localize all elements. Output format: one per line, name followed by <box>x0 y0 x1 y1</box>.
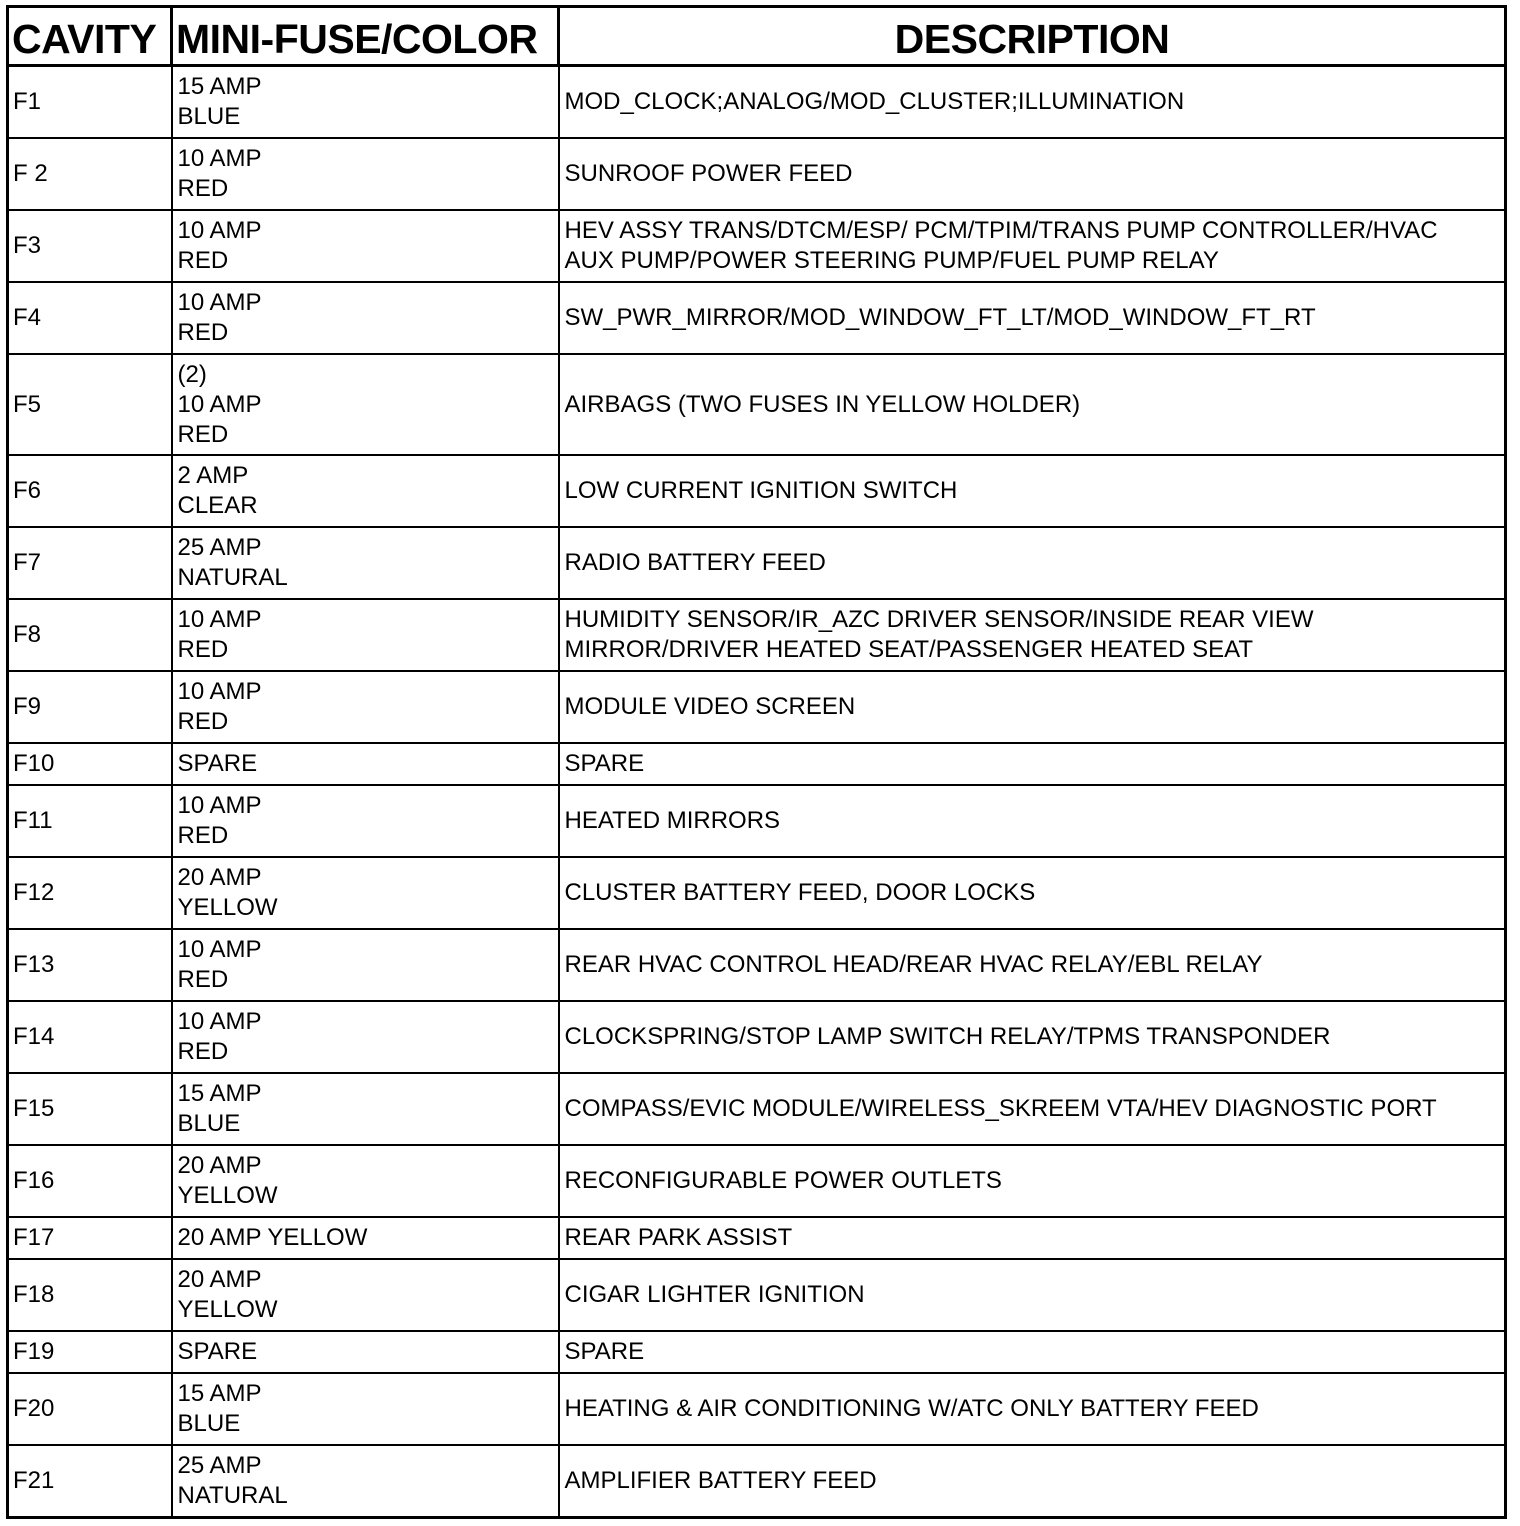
description-cell: CLUSTER BATTERY FEED, DOOR LOCKS <box>559 857 1506 929</box>
cavity-cell: F1 <box>8 66 172 139</box>
table-row <box>8 1145 1506 1217</box>
table-row <box>8 138 1506 210</box>
table-body <box>8 66 1506 1518</box>
description-cell: RECONFIGURABLE POWER OUTLETS <box>559 1145 1506 1217</box>
description-cell: REAR HVAC CONTROL HEAD/REAR HVAC RELAY/EBL RELAY <box>559 929 1506 1001</box>
table-row <box>8 527 1506 599</box>
description-cell: SW_PWR_MIRROR/MOD_WINDOW_FT_LT/MOD_WINDOW_FT_RT <box>559 282 1506 354</box>
table-row <box>8 929 1506 1001</box>
description-cell: HEV ASSY TRANS/DTCM/ESP/ PCM/TPIM/TRANS PUMP CONTROLLER/HVAC AUX PUMP/POWER STEERING PUMP/FUEL PUMP RELAY <box>559 210 1506 282</box>
table-row <box>8 1373 1506 1445</box>
table-header <box>8 7 1506 66</box>
description-cell: AMPLIFIER BATTERY FEED <box>559 1445 1506 1518</box>
fuse-cell: 20 AMP YELLOW <box>172 1217 559 1259</box>
table-row <box>8 1445 1506 1518</box>
description-cell: SPARE <box>559 743 1506 785</box>
fuse-cell: 25 AMP NATURAL <box>172 527 559 599</box>
fuse-cell: 20 AMP YELLOW <box>172 857 559 929</box>
cavity-cell: F7 <box>8 527 172 599</box>
description-cell: CIGAR LIGHTER IGNITION <box>559 1259 1506 1331</box>
cavity-cell: F21 <box>8 1445 172 1518</box>
description-cell: HEATED MIRRORS <box>559 785 1506 857</box>
cavity-cell: F18 <box>8 1259 172 1331</box>
fuse-cell: (2) 10 AMP RED <box>172 354 559 455</box>
cavity-cell: F5 <box>8 354 172 455</box>
header-row <box>8 7 1506 66</box>
description-cell: HEATING & AIR CONDITIONING W/ATC ONLY BATTERY FEED <box>559 1373 1506 1445</box>
fuse-cell: 10 AMP RED <box>172 210 559 282</box>
cavity-cell: F6 <box>8 455 172 527</box>
fuse-table <box>6 5 1507 1519</box>
fuse-cell: 10 AMP RED <box>172 138 559 210</box>
fuse-cell: 15 AMP BLUE <box>172 1373 559 1445</box>
table-row <box>8 354 1506 455</box>
description-cell: CLOCKSPRING/STOP LAMP SWITCH RELAY/TPMS TRANSPONDER <box>559 1001 1506 1073</box>
description-cell: AIRBAGS (TWO FUSES IN YELLOW HOLDER) <box>559 354 1506 455</box>
cavity-cell: F13 <box>8 929 172 1001</box>
fuse-cell: 10 AMP RED <box>172 1001 559 1073</box>
table-row <box>8 210 1506 282</box>
table-row <box>8 857 1506 929</box>
cavity-cell: F10 <box>8 743 172 785</box>
table-row <box>8 66 1506 139</box>
cavity-cell: F14 <box>8 1001 172 1073</box>
description-cell: SPARE <box>559 1331 1506 1373</box>
description-cell: HUMIDITY SENSOR/IR_AZC DRIVER SENSOR/INSIDE REAR VIEW MIRROR/DRIVER HEATED SEAT/PASSENGER HEATED SEAT <box>559 599 1506 671</box>
table-row <box>8 671 1506 743</box>
table-row <box>8 599 1506 671</box>
header-cavity: CAVITY <box>8 7 172 66</box>
table-row <box>8 785 1506 857</box>
cavity-cell: F4 <box>8 282 172 354</box>
fuse-cell: 15 AMP BLUE <box>172 66 559 139</box>
fuse-cell: 2 AMP CLEAR <box>172 455 559 527</box>
table-row <box>8 1259 1506 1331</box>
cavity-cell: F3 <box>8 210 172 282</box>
cavity-cell: F17 <box>8 1217 172 1259</box>
description-cell: LOW CURRENT IGNITION SWITCH <box>559 455 1506 527</box>
fuse-cell: SPARE <box>172 1331 559 1373</box>
cavity-cell: F12 <box>8 857 172 929</box>
fuse-cell: 10 AMP RED <box>172 929 559 1001</box>
description-cell: REAR PARK ASSIST <box>559 1217 1506 1259</box>
table-row <box>8 1073 1506 1145</box>
table-row <box>8 282 1506 354</box>
fuse-cell: 20 AMP YELLOW <box>172 1259 559 1331</box>
fuse-cell: 20 AMP YELLOW <box>172 1145 559 1217</box>
description-cell: MOD_CLOCK;ANALOG/MOD_CLUSTER;ILLUMINATION <box>559 66 1506 139</box>
fuse-cell: 10 AMP RED <box>172 671 559 743</box>
table-row <box>8 1001 1506 1073</box>
fuse-cell: 10 AMP RED <box>172 282 559 354</box>
cavity-cell: F19 <box>8 1331 172 1373</box>
description-cell: MODULE VIDEO SCREEN <box>559 671 1506 743</box>
cavity-cell: F 2 <box>8 138 172 210</box>
fuse-cell: 25 AMP NATURAL <box>172 1445 559 1518</box>
table-row <box>8 455 1506 527</box>
cavity-cell: F11 <box>8 785 172 857</box>
description-cell: COMPASS/EVIC MODULE/WIRELESS_SKREEM VTA/HEV DIAGNOSTIC PORT <box>559 1073 1506 1145</box>
cavity-cell: F8 <box>8 599 172 671</box>
cavity-cell: F16 <box>8 1145 172 1217</box>
table-row <box>8 1331 1506 1373</box>
fuse-cell: 15 AMP BLUE <box>172 1073 559 1145</box>
description-cell: RADIO BATTERY FEED <box>559 527 1506 599</box>
description-cell: SUNROOF POWER FEED <box>559 138 1506 210</box>
table-row <box>8 743 1506 785</box>
cavity-cell: F9 <box>8 671 172 743</box>
fuse-cell: 10 AMP RED <box>172 785 559 857</box>
header-description: DESCRIPTION <box>559 7 1506 66</box>
table-row <box>8 1217 1506 1259</box>
fuse-cell: SPARE <box>172 743 559 785</box>
fuse-cell: 10 AMP RED <box>172 599 559 671</box>
cavity-cell: F15 <box>8 1073 172 1145</box>
cavity-cell: F20 <box>8 1373 172 1445</box>
header-mini-fuse-color: MINI-FUSE/COLOR <box>172 7 559 66</box>
